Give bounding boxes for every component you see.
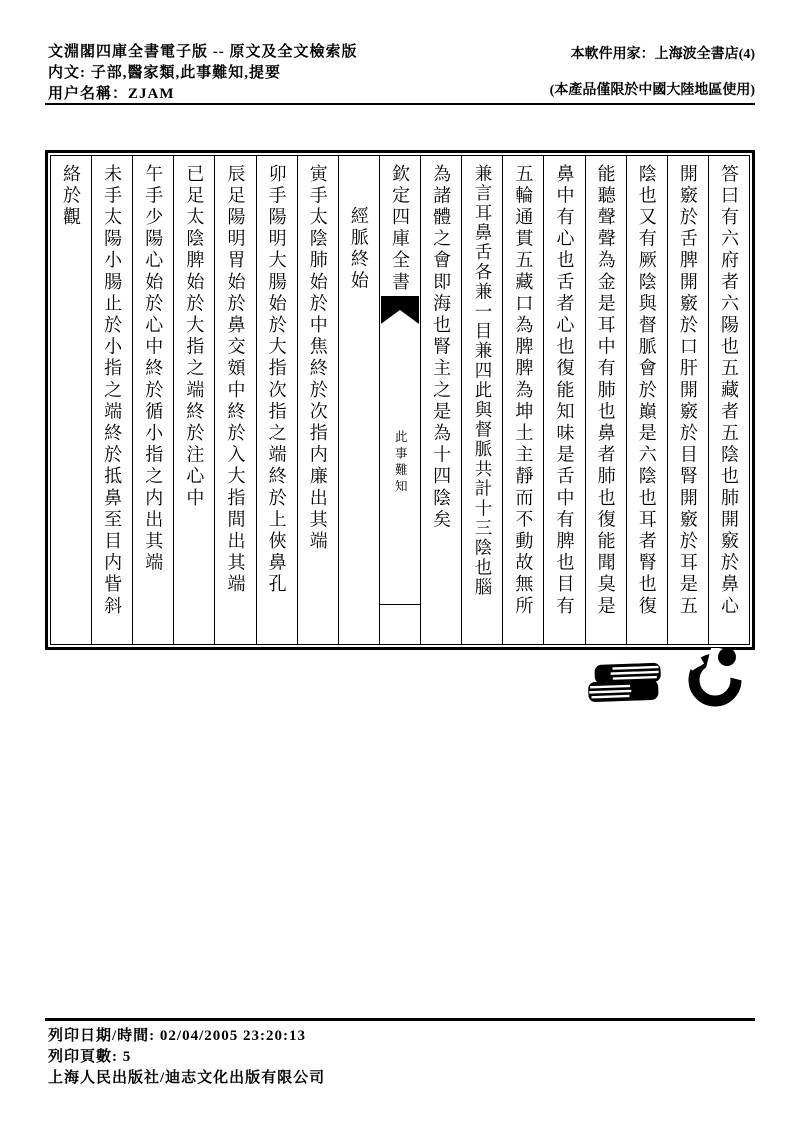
text-column (420, 156, 461, 644)
column-text: 絡於觀 (60, 164, 81, 229)
header-left (48, 42, 358, 105)
calligraphic-swoosh-icon (687, 648, 743, 701)
column-text: 寅手太陰肺始於中焦終於次指内廉出其端 (307, 164, 328, 553)
column-text: 五輪通貫五藏口為脾脾為坤土主靜而不動故無所 (513, 164, 534, 618)
publisher-logo (583, 648, 743, 714)
column-text: 鼻中有心也舌者心也復能知味是舌中有脾也目有 (554, 164, 575, 618)
footer-divider (45, 1018, 755, 1021)
text-column (667, 156, 708, 644)
column-text: 辰足陽明胃始於鼻交頞中終於入大指間出其端 (225, 164, 246, 596)
column-text: 開竅於舌脾開竅於口肝開竅於目腎開竅於耳是五 (677, 164, 698, 618)
text-column (132, 156, 173, 644)
print-datetime: 列印日期/時間: 02/04/2005 23:20:13 (48, 1028, 306, 1044)
publisher-name: 上海人民出版社/迪志文化出版有限公司 (48, 1070, 326, 1086)
banxin-divider (380, 604, 420, 605)
text-column (297, 156, 338, 644)
footer (48, 1026, 325, 1089)
column-text: 兼言耳鼻舌各兼一目兼四此與督脈共計十三陰也腦 (472, 164, 493, 598)
column-text: 已足太陰脾始於大指之端終於注心中 (184, 164, 205, 510)
banxin-book-title: 此事難知 (393, 430, 408, 496)
scanned-page-frame (45, 150, 755, 650)
text-column (214, 156, 255, 644)
license-restriction: (本產品僅限於中國大陸地區使用) (549, 83, 755, 98)
section-heading: 經脈終始 (348, 206, 369, 293)
text-column (51, 156, 91, 644)
column-text: 為諸體之會即海也腎主之是為十四陰矣 (431, 164, 452, 532)
user-name: 用户名稱：ZJAM (48, 86, 175, 102)
print-page-count: 列印頁數: 5 (48, 1049, 132, 1065)
text-column (585, 156, 626, 644)
content-path: 内文: 子部,醫家類,此事難知,提要 (48, 65, 281, 81)
text-column (461, 156, 502, 644)
header-divider (45, 103, 755, 105)
banxin-column (379, 156, 420, 644)
text-column (256, 156, 297, 644)
text-column (543, 156, 584, 644)
column-text: 午手少陽心始於心中終於循小指之内出其端 (143, 164, 164, 575)
text-column (708, 156, 749, 644)
column-text: 答曰有六府者六陽也五藏者五陰也肺開竅於鼻心 (718, 164, 739, 618)
licensee: 本軟件用家：上海波全書店(4) (570, 47, 755, 62)
column-text: 陰也又有厥陰與督脈會於巔是六陰也耳者腎也復 (636, 164, 657, 618)
text-column (91, 156, 132, 644)
text-column (173, 156, 214, 644)
text-column (626, 156, 667, 644)
banxin-series-title: 欽定四庫全書 (389, 164, 410, 294)
column-text: 能聽聲聲為金是耳中有肺也鼻者肺也復能聞臭是 (595, 164, 616, 618)
app-title: 文淵閣四庫全書電子版 -- 原文及全文檢索版 (48, 44, 358, 60)
text-column (502, 156, 543, 644)
text-column-grid (50, 155, 750, 645)
fishtail-mark-icon (381, 296, 419, 324)
stacked-books-icon (587, 663, 661, 703)
column-text: 卯手陽明大腸始於大指次指之端終於上俠鼻孔 (266, 164, 287, 596)
text-column (338, 156, 379, 644)
header-right (550, 46, 755, 100)
column-text: 未手太陽小腸止於小指之端終於抵鼻至目内眥斜 (102, 164, 123, 618)
